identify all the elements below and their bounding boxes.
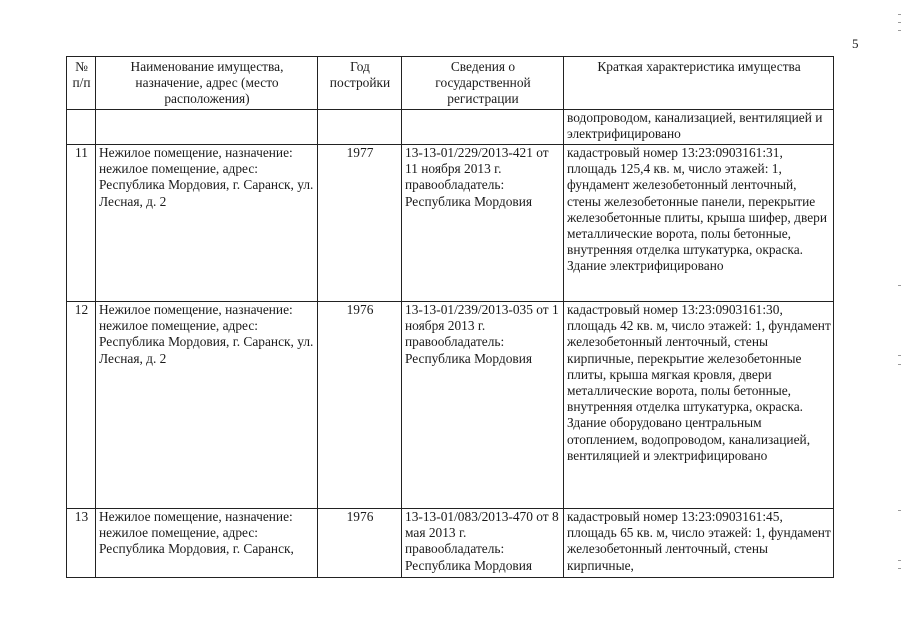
cell-description: кадастровый номер 13:23:0903161:30, площадь 42 кв. м, число этажей: 1, фундамент железобетонный ленточный, стены кирпичные, перекрытие железобетонные плиты, крыша мягкая кровля, двери металлические ворота, полы бетонные, внутренняя отделка штукатурка, окраска. Здание оборудовано центральным отоплением, водопроводом, канализацией, вентиляцией и электрифицировано	[564, 302, 834, 509]
table-row	[67, 302, 834, 509]
header-registration: Сведения о государственной регистрации	[402, 57, 564, 110]
cell-description: кадастровый номер 13:23:0903161:45, площадь 65 кв. м, число этажей: 1, фундамент железобетонный ленточный, стены кирпичные,	[564, 509, 834, 578]
cell-year: 1976	[318, 302, 402, 509]
cell-name: Нежилое помещение, назначение: нежилое помещение, адрес: Республика Мордовия, г. Саранск, ул. Лесная, д. 2	[96, 302, 318, 509]
table-row	[67, 509, 834, 578]
cell-num	[67, 110, 96, 145]
cell-registration	[402, 110, 564, 145]
cell-description: водопроводом, канализацией, вентиляцией и электрифицировано	[564, 110, 834, 145]
cell-year: 1977	[318, 145, 402, 302]
cell-name: Нежилое помещение, назначение: нежилое помещение, адрес: Республика Мордовия, г. Саранск, ул. Лесная, д. 2	[96, 145, 318, 302]
header-name: Наименование имущества, назначение, адрес (место расположения)	[96, 57, 318, 110]
margin-marks	[897, 0, 901, 640]
cell-description: кадастровый номер 13:23:0903161:31, площадь 125,4 кв. м, число этажей: 1, фундамент железобетонный ленточный, стены железобетонные панели, перекрытие железобетонные плиты, крыша шифер, двери металлические ворота, полы бетонные, внутренняя отделка штукатурка, окраска. Здание электрифицировано	[564, 145, 834, 302]
header-num: № п/п	[67, 57, 96, 110]
cell-num: 13	[67, 509, 96, 578]
page-number: 5	[852, 36, 859, 51]
table-row-continuation	[67, 110, 834, 145]
cell-year	[318, 110, 402, 145]
header-description: Краткая характеристика имущества	[564, 57, 834, 110]
cell-registration: 13-13-01/229/2013-421 от 11 ноября 2013 г. правообладатель: Республика Мордовия	[402, 145, 564, 302]
header-year: Год постройки	[318, 57, 402, 110]
table-header-row	[67, 57, 834, 110]
cell-registration: 13-13-01/083/2013-470 от 8 мая 2013 г. правообладатель: Республика Мордовия	[402, 509, 564, 578]
property-table	[66, 56, 834, 578]
cell-registration: 13-13-01/239/2013-035 от 1 ноября 2013 г. правообладатель: Республика Мордовия	[402, 302, 564, 509]
table-row	[67, 145, 834, 302]
cell-year: 1976	[318, 509, 402, 578]
cell-name	[96, 110, 318, 145]
cell-num: 12	[67, 302, 96, 509]
cell-num: 11	[67, 145, 96, 302]
cell-name: Нежилое помещение, назначение: нежилое помещение, адрес: Республика Мордовия, г. Саранск,	[96, 509, 318, 578]
